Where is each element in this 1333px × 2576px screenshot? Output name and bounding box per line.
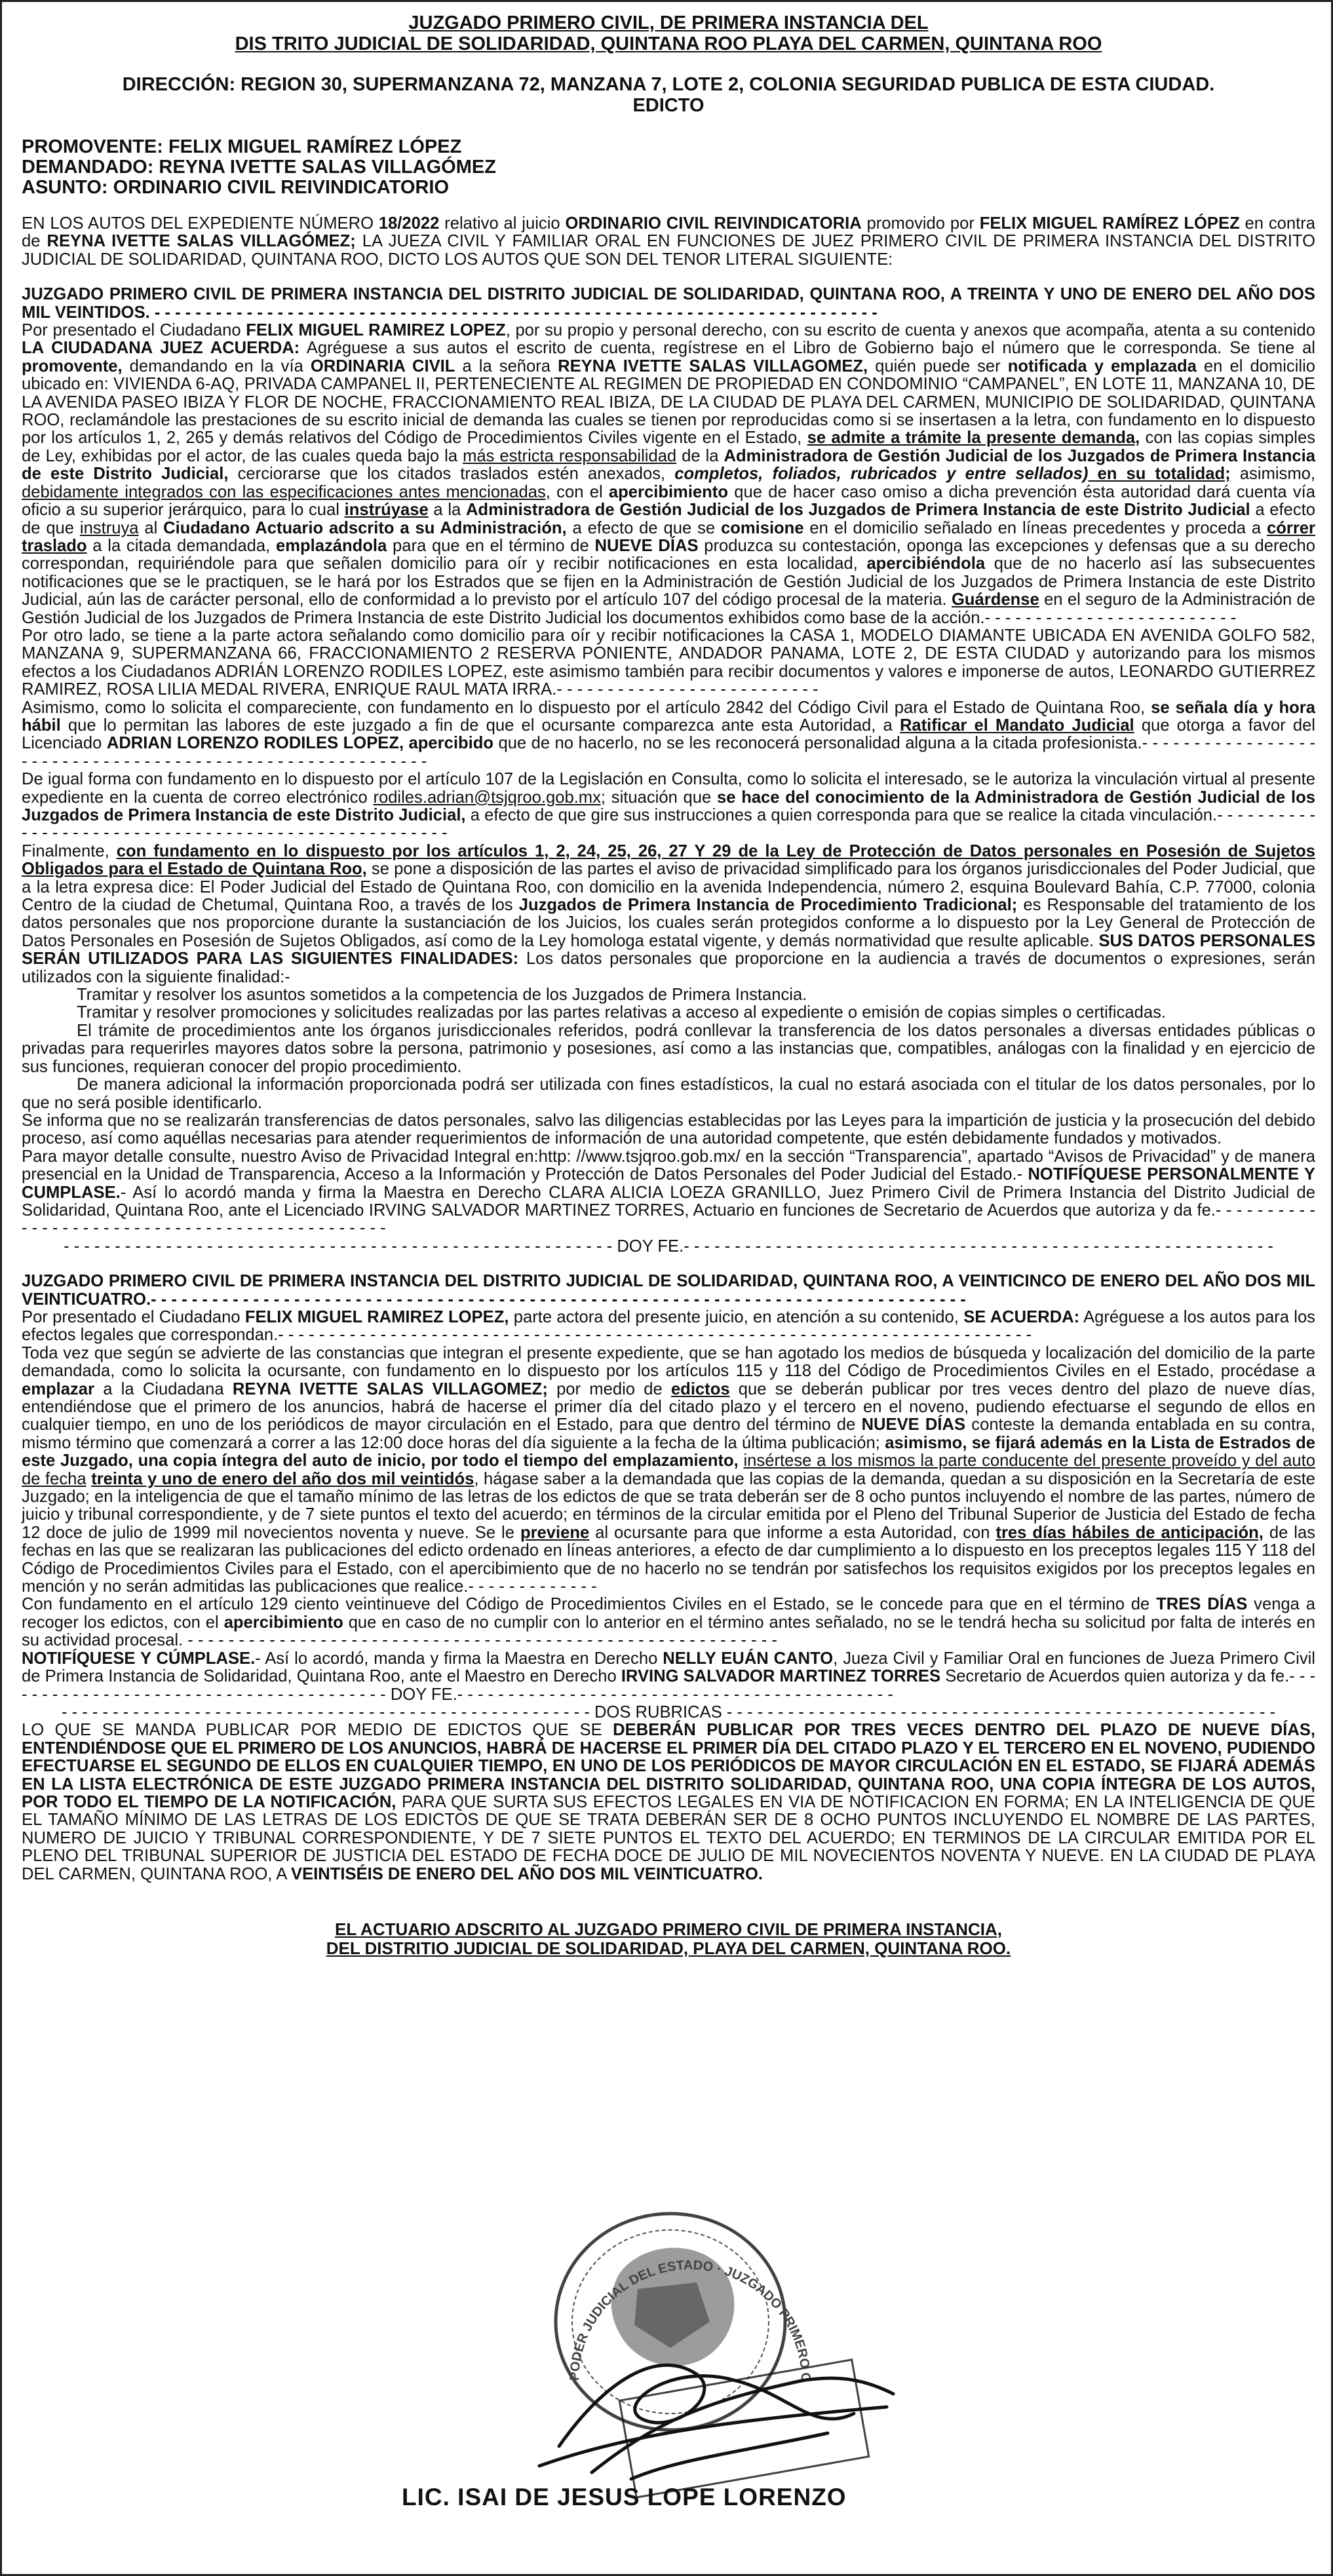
court-address <box>22 74 1315 116</box>
auto1-paragraph-6: Tramitar y resolver los asuntos sometidos a la competencia de los Juzgados de Primera Instancia. <box>77 986 807 1005</box>
auto1-paragraph-7: Tramitar y resolver promociones y solicitudes realizadas por las partes relativas a acceso al expediente o emisión de copias simples o certificadas. <box>77 1003 1166 1022</box>
auto1-paragraph-10: Se informa que no se realizarán transferencias de datos personales, salvo las diligencias establecidas por las Leyes para la impartición de justicia y la prosecución del debido proceso, así como aquéllas necesarias para atender requerimientos de información de una autoridad competente, que estén debidamente fundados y motivados. <box>22 1111 1315 1148</box>
auto2-paragraph-4: NOTIFÍQUESE Y CÚMPLASE.- Así lo acordó, manda y firma la Maestra en Derecho NELLY EUÁN CANTO, Jueza Civil y Familiar Oral en funciones de Jueza Primero Civil de Primera Instancia de Solidaridad, Quintana Roo, ante el Maestro en Derecho IRVING SALVADOR MARTINEZ TORRES Secretario de Acuerdos quien autoriza y da fe.- - - - - - - - - - - - - - - - - - - - - - - - - - - - - - - - - - - - - - - DOY FE.- - - - - - - - - - - - - - - - - - - - - - - - - - - - - - - - - - - - - - - - - - - <box>22 1649 1315 1704</box>
auto2-paragraph-2: Toda vez que según se advierte de las constancias que integran el presente expediente, que se han agotado los medios de búsqueda y localización del domicilio de la parte demandada, como lo solicita la ocursante, con fundamento en lo dispuesto por los artículos 115 y 118 del Código de Procedimientos Civiles en el Estado, procédase a emplazar a la Ciudadana REYNA IVETTE SALAS VILLAGOMEZ; por medio de edictos que se deberán publicar por tres veces dentro del plazo de nueve días, entendiéndose que el primero de los anuncios, habrá de hacerse el primer día del citado plazo y el tercero en el noveno, pudiendo efectuarse el segundo de ellos en cualquier tiempo, en uno de los periódicos de mayor circulación en el Estado, para que dentro del término de NUEVE DÍAS conteste la demanda entablada en su contra, mismo término que comenzará a correr a las 12:00 doce horas del día siguiente a la fecha de la última publicación; asimismo, se fijará además en la Lista de Estrados de este Juzgado, una copia íntegra del auto de inicio, por todo el tiempo del emplazamiento, insértese a los mismos la parte conducente del presente proveído y del auto de fecha treinta y uno de enero del año dos mil veintidós, hágase saber a la demandada que las copias de la demanda, quedan a su disposición en la Secretaría de este Juzgado; en la inteligencia de que el tamaño mínimo de las letras de los edictos de que se trata deberán ser de 8 ocho puntos incluyendo el nombre de las partes, número de juicio y tribunal correspondiente, y de 7 siete puntos el texto del acuerdo; en términos de la circular emitida por el Pleno del Tribunal Superior de Justicia del Estado de fecha 12 doce de julio de 1999 mil novecientos noventa y nueve. Se le previene al ocursante para que informe a esta Autoridad, con tres días hábiles de anticipación, de las fechas en las que se realizaran las publicaciones del edicto ordenado en líneas anteriores, a efecto de dar cumplimiento a lo dispuesto en los preceptos legales 115 Y 118 del Código de Procedimientos Civiles para el Estado, con el apercibimiento que de no hacerlo no se tendrán por satisfechos los requisitos exigidos por los preceptos legales en mención y no serán admitidas las publicaciones que realice.- - - - - - - - - - - - - <box>22 1343 1316 1596</box>
closing-paragraph: LO QUE SE MANDA PUBLICAR POR MEDIO DE EDICTOS QUE SE DEBERÁN PUBLICAR POR TRES VECES DENTRO DEL PLAZO DE NUEVE DÍAS, ENTENDIÉNDOSE QUE EL PRIMERO DE LOS ANUNCIOS, HABRÁ DE HACERSE EL PRIMER DÍA DEL CITADO PLAZO Y EL TERCERO EN EL NOVENO, PUDIENDO EFECTUARSE EL SEGUNDO DE ELLOS EN CUALQUIER TIEMPO, EN UNO DE LOS PERIÓDICOS DE MAYOR CIRCULACIÓN EN EL ESTADO, SE FIJARÁ ADEMÁS EN LA LISTA ELECTRÓNICA DE ESTE JUZGADO PRIMERA INSTANCIA DEL DISTRITO SOLIDARIDAD, QUINTANA ROO, UNA COPIA ÍNTEGRA DE LOS AUTOS, POR TODO EL TIEMPO DE LA NOTIFICACIÓN, PARA QUE SURTA SUS EFECTOS LEGALES EN VIA DE NOTIFICACION EN FORMA; EN LA INTELIGENCIA DE QUE EL TAMAÑO MÍNIMO DE LAS LETRAS DE LOS EDICTOS DE QUE SE TRATA DEBERÁN SER DE 8 OCHO PUNTOS INCLUYENDO EL NOMBRE DE LAS PARTES, NUMERO DE JUICIO Y TRIBUNAL CORRESPONDIENTE, Y DE 7 SIETE PUNTOS EL TEXTO DEL ACUERDO; EN TERMINOS DE LA CIRCULAR EMITIDA POR EL PLENO DEL TRIBUNAL SUPERIOR DE JUSTICIA DEL ESTADO DE FECHA DOCE DE JULIO DE MIL NOVECIENTOS NOVENTA Y NUEVE. EN LA CIUDAD DE PLAYA DEL CARMEN, QUINTANA ROO, A VEINTISÉIS DE ENERO DEL AÑO DOS MIL VEINTICUATRO. <box>22 1721 1316 1883</box>
auto1-paragraph-4: De igual forma con fundamento en lo dispuesto por el artículo 107 de la Legislación en Consulta, como lo solicita el interesado, se le autoriza la vinculación virtual al presente expediente en la cuenta de correo electrónico rodiles.adrian@tsjqroo.gob.mx; situación que se hace del conocimiento de la Administradora de Gestión Judicial de los Juzgados de Primera Instancia de este Distrito Judicial, a efecto de que gire sus instrucciones a quien corresponda para que se realice la citada vinculación.- - - - - - - - - - - - - - - - - - - - - - - - - - - - - - - - - - - - - - - - - - - - - - - - - - - - <box>22 770 1315 843</box>
court-header-line-1: JUZGADO PRIMERO CIVIL, DE PRIMERA INSTANCIA DEL <box>408 12 929 33</box>
seal-ring-text: PODER JUDICIAL DEL ESTADO · JUZGADO PRIMERO C <box>567 2258 813 2383</box>
auto1-paragraph-11: Para mayor detalle consulte, nuestro Aviso de Privacidad Integral en:http: //www.tsjqroo.gob.mx/ en la sección “Transparencia”, apartado “Avisos de Privacidad” y de manera presencial en la Unidad de Transparencia, Acceso a la Información y Protección de Datos Personales del Poder Judicial del Estado.- NOTIFÍQUESE PERSONALMENTE Y CUMPLASE.- Así lo acordó manda y firma la Maestra en Derecho CLARA ALICIA LOEZA GRANILLO, Juez Primero Civil de Primera Instancia del Distrito Judicial de Solidaridad, Quintana Roo, ante el Licenciado IRVING SALVADOR MARTINEZ TORRES, Actuario en funciones de Secretario de Acuerdos que autoriza y da fe.- - - - - - - - - - - - - - - - - - - - - - - - - - - - - - - - - - - - - - - - - - - - - - <box>22 1147 1316 1238</box>
auto1-paragraph-2: Por otro lado, se tiene a la parte actora señalando como domicilio para oír y recibir notificaciones la CASA 1, MODELO DIAMANTE UBICADA EN AVENIDA GOLFO 582, MANZANA 9, SUPERMANZANA 66, FRACCIONAMIENTO 2 RESERVA PONIENTE, ANDADOR PANAMA, LOTE 2, DE ESTA CIUDAD y autorizando para los mismos efectos a los Ciudadanos ADRIÁN LORENZO RODILES LOPEZ, este asimismo también para recibir documentos y valores e imponerse de autos, LEONARDO GUTIERREZ RAMIREZ, ROSA LILIA MEDAL RIVERA, ENRIQUE RAUL MATA IRRA.- - - - - - - - - - - - - - - - - - - - - - - - - - <box>22 626 1315 699</box>
auto2-paragraph-3: Con fundamento en el artículo 129 ciento veintinueve del Código de Procedimientos Civiles en el Estado, se le concede para que en el término de TRES DÍAS venga a recoger los edictos, con el apercibimiento que en caso de no cumplir con lo anterior en el término antes señalado, no se le tendrá hecha su solicitud por falta de interés en su actividad procesal. - - - - - - - - - - - - - - - - - - - - - - - - - - - - - - - - - - - - - - - - - - - - - - - - - - - - - - - - - - <box>22 1595 1315 1650</box>
auto1-heading: JUZGADO PRIMERO CIVIL DE PRIMERA INSTANCIA DEL DISTRITO JUDICIAL DE SOLIDARIDAD, QUINTANA ROO, A TREINTA Y UNO DE ENERO DEL AÑO DOS MIL VEINTIDOS. - - - - - - - - - - - - - - - - - - - - - - - - - - - - - - - - - - - - - - - - - - - - - - - - - - - - - - - - - - - - - - - - - - - - - - - <box>22 285 1315 322</box>
court-header-line-2: DIS TRITO JUDICIAL DE SOLIDARIDAD, QUINTANA ROO PLAYA DEL CARMEN, QUINTANA ROO <box>235 33 1102 54</box>
demandado: DEMANDADO: REYNA IVETTE SALAS VILLAGÓMEZ <box>22 157 496 178</box>
auto1-paragraph-3: Asimismo, como lo solicita el compareciente, con fundamento en lo dispuesto por el artículo 2842 del Código Civil para el Estado de Quintana Roo, se señala día y hora hábil que lo permitan las labores de este juzgado a fin de que el ocursante comparezca ante esta Autoridad, a Ratificar el Mandato Judicial que otorga a favor del Licenciado ADRIAN LORENZO RODILES LOPEZ, apercibido que de no hacerlo, no se les reconocerá personalidad alguna a la citada profesionista.- - - - - - - - - - - - - - - - - - - - - - - - - - - - - - - - - - - - - - - - - - - - - - - - - - - - - - - - - <box>22 698 1315 771</box>
actuary-footer <box>22 1920 1315 1958</box>
auto1-paragraph-1: Por presentado el Ciudadano FELIX MIGUEL RAMIREZ LOPEZ, por su propio y personal derecho, con su escrito de cuenta y anexos que acompaña, atenta a su contenido LA CIUDADANA JUEZ ACUERDA: Agréguese a sus autos el escrito de cuenta, regístrese en el Libro de Gobierno bajo el número que le corresponda. Se tiene al promovente, demandando en la vía ORDINARIA CIVIL a la señora REYNA IVETTE SALAS VILLAGOMEZ, quién puede ser notificada y emplazada en el domicilio ubicado en: VIVIENDA 6-AQ, PRIVADA CAMPANEL II, PERTENECIENTE AL REGIMEN DE PROPIEDAD EN CONDOMINIO “CAMPANEL”, EN LOTE 11, MANZANA 10, DE LA AVENIDA PASEO IBIZA Y FLOR DE NOCHE, FRACCIONAMIENTO REAL IBIZA, DE LA CIUDAD DE PLAYA DEL CARMEN, MUNICIPIO DE SOLIDARIDAD, QUINTANA ROO, reclamándole las prestaciones de su escrito inicial de demanda las cuales se tienen por reproducidas como si se insertasen a la letra, con fundamento en lo dispuesto por los artículos 1, 2, 265 y demás relativos del Código de Procedimientos Civiles vigente en el Estado, se admite a trámite la presente demanda, con las copias simples de Ley, exhibidas por el actor, de las cuales queda bajo la más estricta responsabilidad de la Administradora de Gestión Judicial de los Juzgados de Primera Instancia de este Distrito Judicial, cerciorarse que los citados traslados estén anexados, completos, foliados, rubricados y entre sellados) en su totalidad; asimismo, debidamente integrados con las especificaciones antes mencionadas, con el apercibimiento que de hacer caso omiso a dicha prevención ésta autoridad dará cuenta vía oficio a su superior jerárquico, para lo cual instrúyase a la Administradora de Gestión Judicial de los Juzgados de Primera Instancia de este Distrito Judicial a efecto de que instruya al Ciudadano Actuario adscrito a su Administración, a efecto de que se comisione en el domicilio señalado en líneas precedentes y proceda a córrer traslado a la citada demandada, emplazándola para que en el término de NUEVE DÍAS produzca su contestación, oponga las excepciones y defensas que a su derecho correspondan, requiriéndole para que señalen domicilio para oír y recibir notificaciones en esta localidad, apercibiéndola que de no hacerlo así las subsecuentes notificaciones que se le practiquen, se le hará por los Estrados que se fijen en la Administración de Gestión Judicial de los Juzgados de Primera Instancia de este Distrito Judicial, aún las de carácter personal, ello de conformidad a lo previsto por el artículo 107 del código procesal de la materia. Guárdense en el seguro de la Administración de Gestión Judicial de los Juzgados de Primera Instancia de este Distrito Judicial los documentos exhibidos como base de la acción.- - - - - - - - - - - - - - - - - - - - - - - - - <box>22 321 1316 627</box>
auto1-doy-fe: - - - - - - - - - - - - - - - - - - - - - - - - - - - - - - - - - - - - - - - - - - - - - - - - - - - - - - DOY FE.- - - - - - - - - - - - - - - - - - - - - - - - - - - - - - - - - - - - - - - - - - - - - - - - - - - - - - - - - - <box>64 1237 1273 1256</box>
asunto: ASUNTO: ORDINARIO CIVIL REIVINDICATORIO <box>22 177 450 198</box>
auto2-heading: JUZGADO PRIMERO CIVIL DE PRIMERA INSTANCIA DEL DISTRITO JUDICIAL DE SOLIDARIDAD, QUINTANA ROO, A VEINTICINCO DE ENERO DEL AÑO DOS MIL VEINTICUATRO.- - - - - - - - - - - - - - - - - - - - - - - - - - - - - - - - - - - - - - - - - - - - - - - - - - - - - - - - - - - - - - - - - - - - - - - - - - - - - - - - <box>22 1272 1315 1309</box>
actuary-footer-line-2: DEL DISTRITIO JUDICIAL DE SOLIDARIDAD, PLAYA DEL CARMEN, QUINTANA ROO. <box>326 1938 1011 1958</box>
document-body <box>22 215 1315 1883</box>
edicto-title: EDICTO <box>632 95 705 116</box>
auto1-paragraph-9: De manera adicional la información proporcionada podrá ser utilizada con fines estadísticos, la cual no estará asociada con el titular de los datos personales, por lo que no será posible identificarlo. <box>22 1075 1315 1112</box>
auto1-paragraph-5: Finalmente, con fundamento en lo dispuesto por los artículos 1, 2, 24, 25, 26, 27 Y 29 de la Ley de Protección de Datos personales en Posesión de Sujetos Obligados para el Estado de Quintana Roo, se pone a disposición de las partes el aviso de privacidad simplificado para los órganos jurisdiccionales del Poder Judicial, que a la letra expresa dice: El Poder Judicial del Estado de Quintana Roo, con domicilio en la avenida Independencia, número 2, esquina Boulevard Bahía, C.P. 77000, colonia Centro de la ciudad de Chetumal, Quintana Roo, a través de los Juzgados de Primera Instancia de Procedimiento Tradicional; es Responsable del tratamiento de los datos personales que nos proporcione durante la sustanciación de los Juicios, los cuales serán protegidos conforme a lo dispuesto por la Ley General de Protección de Datos Personales en Posesión de Sujetos Obligados, así como de la Ley homologa estatal vigente, y demás normatividad que resulte aplicable. SUS DATOS PERSONALES SERÁN UTILIZADOS PARA LAS SIGUIENTES FINALIDADES: Los datos personales que proporcione en la audiencia a través de documentos o expresiones, serán utilizados con la siguiente finalidad:- <box>22 841 1316 986</box>
case-parties <box>22 137 1315 198</box>
actuary-footer-line-1: EL ACTUARIO ADSCRITO AL JUZGADO PRIMERO CIVIL DE PRIMERA INSTANCIA, <box>335 1919 1002 1939</box>
auto2-rubricas: - - - - - - - - - - - - - - - - - - - - - - - - - - - - - - - - - - - - - - - - - - - - - - - - - - - - DOS RUBRICAS - - - - - - - - - - - - - - - - - - - - - - - - - - - - - - - - - - - - - - - - - - - - - - - - - - - - - - <box>62 1702 1275 1721</box>
intro-paragraph: EN LOS AUTOS DEL EXPEDIENTE NÚMERO 18/2022 relativo al juicio ORDINARIO CIVIL REIVINDICATORIA promovido por FELIX MIGUEL RAMÍREZ LÓPEZ en contra de REYNA IVETTE SALAS VILLAGÓMEZ; LA JUEZA CIVIL Y FAMILIAR ORAL EN FUNCIONES DE JUEZ PRIMERO CIVIL DE PRIMERA INSTANCIA DEL DISTRITO JUDICIAL DE SOLIDARIDAD, QUINTANA ROO, DICTO LOS AUTOS QUE SON DEL TENOR LITERAL SIGUIENTE: <box>22 214 1315 269</box>
auto2-paragraph-1: Por presentado el Ciudadano FELIX MIGUEL RAMIREZ LOPEZ, parte actora del presente juicio, en atención a su contenido, SE ACUERDA: Agréguese a los autos para los efectos legales que correspondan.- - - - - - - - - - - - - - - - - - - - - - - - - - - - - - - - - - - - - - - - - - - - - - - - - - - - - - - - - - - - - - - - - - - - - - - - - - <box>22 1307 1315 1345</box>
document-content <box>22 12 1315 1958</box>
seal-emblem <box>461 2184 813 2430</box>
address-line: DIRECCIÓN: REGION 30, SUPERMANZANA 72, MANZANA 7, LOTE 2, COLONIA SEGURIDAD PUBLICA DE ESTA CIUDAD. <box>122 74 1215 95</box>
court-header <box>22 12 1315 54</box>
actuary-name: LIC. ISAI DE JESUS LOPE LORENZO <box>402 2484 847 2510</box>
promovente: PROMOVENTE: FELIX MIGUEL RAMÍREZ LÓPEZ <box>22 136 462 157</box>
auto1-paragraph-8: El trámite de procedimientos ante los órganos jurisdiccionales referidos, podrá conllevar la transferencia de los datos personales a diversas entidades públicas o privadas para requerirles mayores datos sobre la persona, patrimonio y posesiones, así como a las instancias que, compatibles, análogas con la finalidad y en ejercicio de sus funciones, requieran conocer del propio procedimiento. <box>22 1021 1315 1076</box>
